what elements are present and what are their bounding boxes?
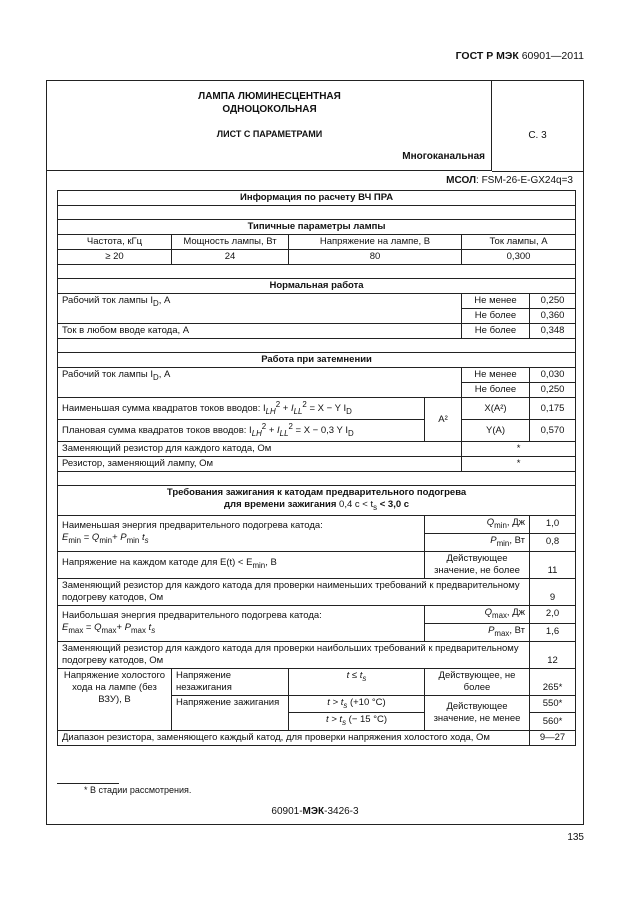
header-title-cell — [47, 81, 492, 171]
cathode-voltage-label: Напряжение на каждом катоде для $E(t) < E_{min}$, В — [58, 551, 425, 578]
section-normal: Нормальная работа — [58, 279, 576, 294]
p-max-label: $P_{max}$, Вт — [425, 623, 530, 641]
p-min-label: $P_{min}$, Вт — [425, 533, 530, 551]
min-energy-label: Наименьшая энергия предварительного подогрева катода: $E_{min} = Q_{min}+ P_{min}$ $t_s$ — [58, 515, 425, 551]
typical-value: 80 — [289, 250, 462, 265]
t-le-ts: $t \le t_s$ — [289, 668, 425, 695]
sum-plan-label: Плановая сумма квадратов токов вводов: $I_{LH}^2 + I_{LL}^2 = X - 0,3$ Y $I_D$ — [58, 420, 425, 442]
cond-min: Действующее значение, не менее — [425, 695, 530, 731]
dim-max-value: 0,250 — [530, 383, 576, 398]
resistor-cathode-label: Заменяющий резистор для каждого катода, Ом — [58, 442, 462, 457]
t-plus: $t > t_s$ (+10 °C) — [289, 695, 425, 713]
typical-header: Напряжение на лампе, В — [289, 235, 462, 250]
parameters-table — [57, 190, 576, 746]
res-min-label: Заменяющий резистор для каждого катода для проверки наименьших требований к предварительному подогреву катодов, Ом — [58, 578, 530, 605]
normal-max-label: Не более — [462, 309, 530, 324]
section-info: Информация по расчету ВЧ ПРА — [58, 191, 576, 206]
q-min-value: 1,0 — [530, 515, 576, 533]
t-minus: $t > t_s$ (− 15 °C) — [289, 713, 425, 731]
lamp-type: Многоканальная — [402, 151, 485, 162]
cathode-voltage-value: 11 — [530, 551, 576, 578]
cathode-cond: Не более — [462, 324, 530, 339]
resistor-lamp-label: Резистор, заменяющий лампу, Ом — [58, 457, 462, 472]
lamp-title: ЛАМПА ЛЮМИНЕСЦЕНТНАЯ ОДНОЦОКОЛЬНАЯ — [198, 91, 341, 115]
cond-max: Действующее, не более — [425, 668, 530, 695]
section-typical: Типичные параметры лампы — [58, 220, 576, 235]
v-550: 550* — [530, 695, 576, 713]
max-energy-label: Наибольшая энергия предварительного подогрева катода: $E_{max} = Q_{max}+ P_{max}$ $t_s$ — [58, 605, 425, 641]
q-min-label: $Q_{min}$, Дж — [425, 515, 530, 533]
page-number: 135 — [567, 832, 584, 843]
typical-value: 0,300 — [462, 250, 576, 265]
dim-min-value: 0,030 — [530, 368, 576, 383]
msol-code: МСОЛ: FSM-26-E-GX24q=3 — [446, 175, 573, 186]
normal-min-label: Не менее — [462, 294, 530, 309]
normal-min-value: 0,250 — [530, 294, 576, 309]
a2-unit: A² — [425, 398, 462, 442]
page-ref-cell — [492, 81, 583, 172]
y-label: Y(A) — [462, 420, 530, 442]
y-value: 0,570 — [530, 420, 576, 442]
q-max-label: $Q_{max}$, Дж — [425, 605, 530, 623]
open-voltage-label: Напряжение холостого хода на лампе (без ВЗУ), В — [58, 668, 172, 731]
parameter-sheet — [46, 80, 584, 825]
typical-value: ≥ 20 — [58, 250, 172, 265]
res-max-value: 12 — [530, 641, 576, 668]
ignition-voltage-label: Напряжение зажигания — [172, 695, 289, 731]
standard-number: ГОСТ Р МЭК 60901—2011 — [455, 50, 584, 62]
p-max-value: 1,6 — [530, 623, 576, 641]
x-value: 0,175 — [530, 398, 576, 420]
dim-max-label: Не более — [462, 383, 530, 398]
section-ignition: Требования зажигания к катодам предварительного подогрева для времени зажигания 0,4 $с < t_s < 3,0$ с — [58, 486, 576, 516]
res-min-value: 9 — [530, 578, 576, 605]
res-max-label: Заменяющий резистор для каждого катода для проверки наибольших требований к предварительному подогреву катодов, Ом — [58, 641, 530, 668]
dim-min-label: Не менее — [462, 368, 530, 383]
typical-value: 24 — [172, 250, 289, 265]
typical-header: Мощность лампы, Вт — [172, 235, 289, 250]
typical-header: Ток лампы, А — [462, 235, 576, 250]
resistor-cathode-value: * — [462, 442, 576, 457]
x-label: X(A²) — [462, 398, 530, 420]
v-560: 560* — [530, 713, 576, 731]
footnote: * В стадии рассмотрения. — [84, 785, 192, 795]
v-265: 265* — [530, 668, 576, 695]
document-id: 60901-МЭК-3426-3 — [271, 806, 359, 817]
dim-current-label: Рабочий ток лампы $I_D$, А — [58, 368, 462, 398]
no-ignition-label: Напряжение незажигания — [172, 668, 289, 695]
range-value: 9—27 — [530, 731, 576, 746]
cathode-voltage-cond: Действующее значение, не более — [425, 551, 530, 578]
section-dimming: Работа при затемнении — [58, 353, 576, 368]
p-min-value: 0,8 — [530, 533, 576, 551]
sum-min-label: Наименьшая сумма квадратов токов вводов: $I_{LH}^2 + I_{LL}^2 = X - Y$ $I_D$ — [58, 398, 425, 420]
resistor-lamp-value: * — [462, 457, 576, 472]
q-max-value: 2,0 — [530, 605, 576, 623]
cathode-current-label: Ток в любом вводе катода, А — [58, 324, 462, 339]
footnote-divider — [57, 783, 119, 784]
cathode-value: 0,348 — [530, 324, 576, 339]
range-label: Диапазон резистора, заменяющего каждый катод, для проверки напряжения холостого хода, Ом — [58, 731, 530, 746]
normal-current-label: Рабочий ток лампы $I_D$, А — [58, 294, 462, 324]
normal-max-value: 0,360 — [530, 309, 576, 324]
sheet-title: ЛИСТ С ПАРАМЕТРАМИ — [216, 129, 323, 139]
page-ref: С. 3 — [528, 130, 547, 141]
typical-header: Частота, кГц — [58, 235, 172, 250]
